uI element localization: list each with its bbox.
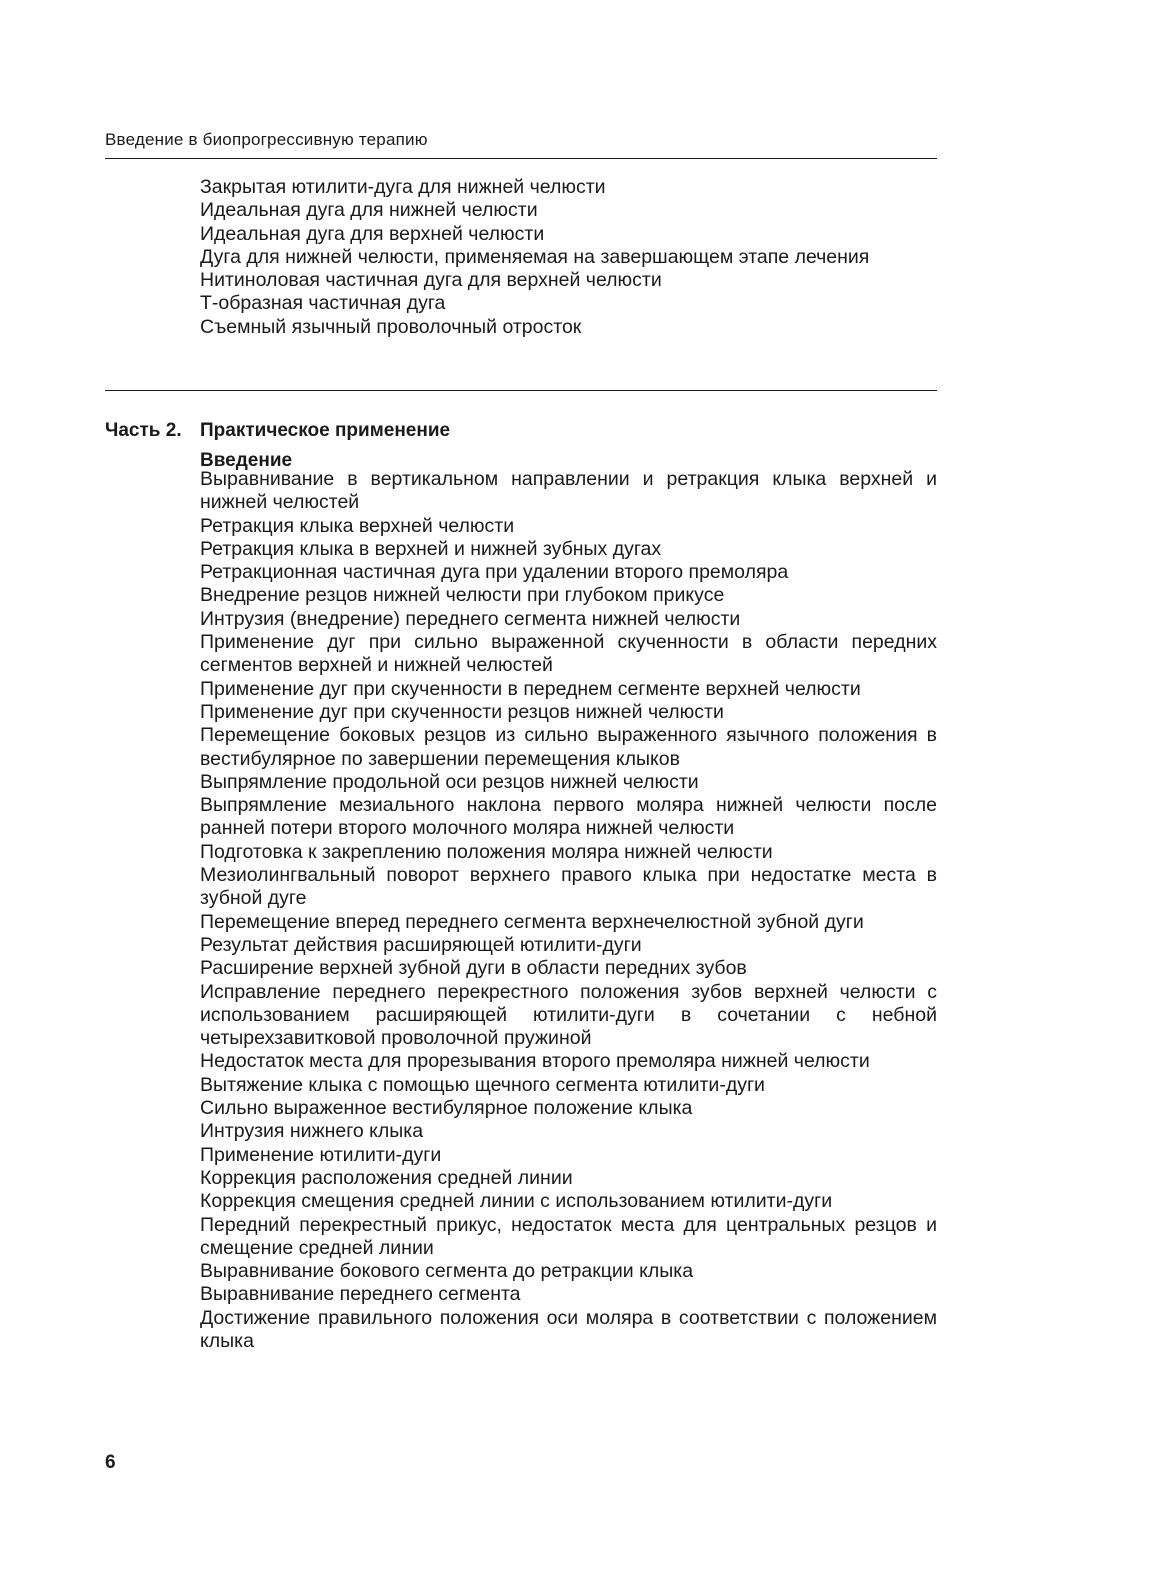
list-item: Выравнивание переднего сегмента <box>200 1283 521 1306</box>
list-item: Вытяжение клыка с помощью щечного сегмента ютилити-дуги <box>200 1073 765 1096</box>
list-item: Перемещение боковых резцов из сильно выраженного язычного положения в вестибулярное по завершении перемещения клыков <box>200 724 937 770</box>
list-item: Применение дуг при скученности резцов нижней челюсти <box>200 700 724 723</box>
list-item: Подготовка к закреплению положения моляра нижней челюсти <box>200 840 773 863</box>
list-item: Ретракционная частичная дуга при удалении второго премоляра <box>200 561 789 584</box>
list-item: Закрытая ютилити-дуга для нижней челюсти <box>200 176 606 198</box>
list-item: Применение ютилити-дуги <box>200 1143 442 1166</box>
running-head: Введение в биопрогрессивную терапию <box>105 130 428 149</box>
list-item: Выпрямление продольной оси резцов нижней челюсти <box>200 770 699 793</box>
list-item: Применение дуг при скученности в переднем сегменте верхней челюсти <box>200 677 861 700</box>
list-item: Выравнивание в вертикальном направлении и ретракция клыка верхней и нижней челюстей <box>200 468 937 514</box>
list-item: Выпрямление мезиального наклона первого моляра нижней челюсти после ранней потери второго молочного моляра нижней челюсти <box>200 794 937 840</box>
list-item: Выравнивание бокового сегмента до ретракции клыка <box>200 1260 694 1283</box>
list-item: Ретракция клыка верхней челюсти <box>200 514 515 537</box>
section-divider <box>105 390 937 391</box>
list-item: Дуга для нижней челюсти, применяемая на завершающем этапе лечения <box>200 245 870 268</box>
list-item: Нитиноловая частичная дуга для верхней челюсти <box>200 269 662 292</box>
list-item: Исправление переднего перекрестного положения зубов верхней челюсти с использованием расширяющей ютилити-дуги в сочетании с небной четырехзавитковой проволочной пружиной <box>200 980 937 1050</box>
list-item: Сильно выраженное вестибулярное положение клыка <box>200 1097 693 1120</box>
list-item: Результат действия расширяющей ютилити-дуги <box>200 933 642 956</box>
header-rule <box>105 158 937 159</box>
list-item: Передний перекрестный прикус, недостаток места для центральных резцов и смещение средней линии <box>200 1213 937 1259</box>
list-item: Съемный язычный проволочный отросток <box>200 315 582 338</box>
part-label: Часть 2. <box>105 420 182 441</box>
list-item: Достижение правильного положения оси моляра в соответствии с положением клыка <box>200 1306 937 1352</box>
list-item: Идеальная дуга для верхней челюсти <box>200 222 545 245</box>
list-item: Коррекция смещения средней линии с использованием ютилити-дуги <box>200 1190 833 1213</box>
part2-entries-list <box>200 468 937 1353</box>
list-item: Интрузия нижнего клыка <box>200 1120 424 1143</box>
page-number: 6 <box>105 1452 116 1473</box>
list-item: Внедрение резцов нижней челюсти при глубоком прикусе <box>200 584 725 607</box>
list-item: Мезиолингвальный поворот верхнего правого клыка при недостатке места в зубной дуге <box>200 864 937 910</box>
list-item: Расширение верхней зубной дуги в области передних зубов <box>200 957 747 980</box>
part-title: Практическое применение <box>200 420 451 441</box>
intro-heading: Введение <box>200 450 293 471</box>
list-item: Перемещение вперед переднего сегмента верхнечелюстной зубной дуги <box>200 910 864 933</box>
list-item: Идеальная дуга для нижней челюсти <box>200 199 538 222</box>
list-item: Применение дуг при сильно выраженной скученности в области передних сегментов верхней и нижней челюстей <box>200 631 937 677</box>
list-item: Т-образная частичная дуга <box>200 292 446 315</box>
top-entries-list <box>200 176 937 339</box>
list-item: Коррекция расположения средней линии <box>200 1166 573 1189</box>
list-item: Ретракция клыка в верхней и нижней зубных дугах <box>200 537 662 560</box>
list-item: Недостаток места для прорезывания второго премоляра нижней челюсти <box>200 1050 870 1073</box>
list-item: Интрузия (внедрение) переднего сегмента нижней челюсти <box>200 607 741 630</box>
